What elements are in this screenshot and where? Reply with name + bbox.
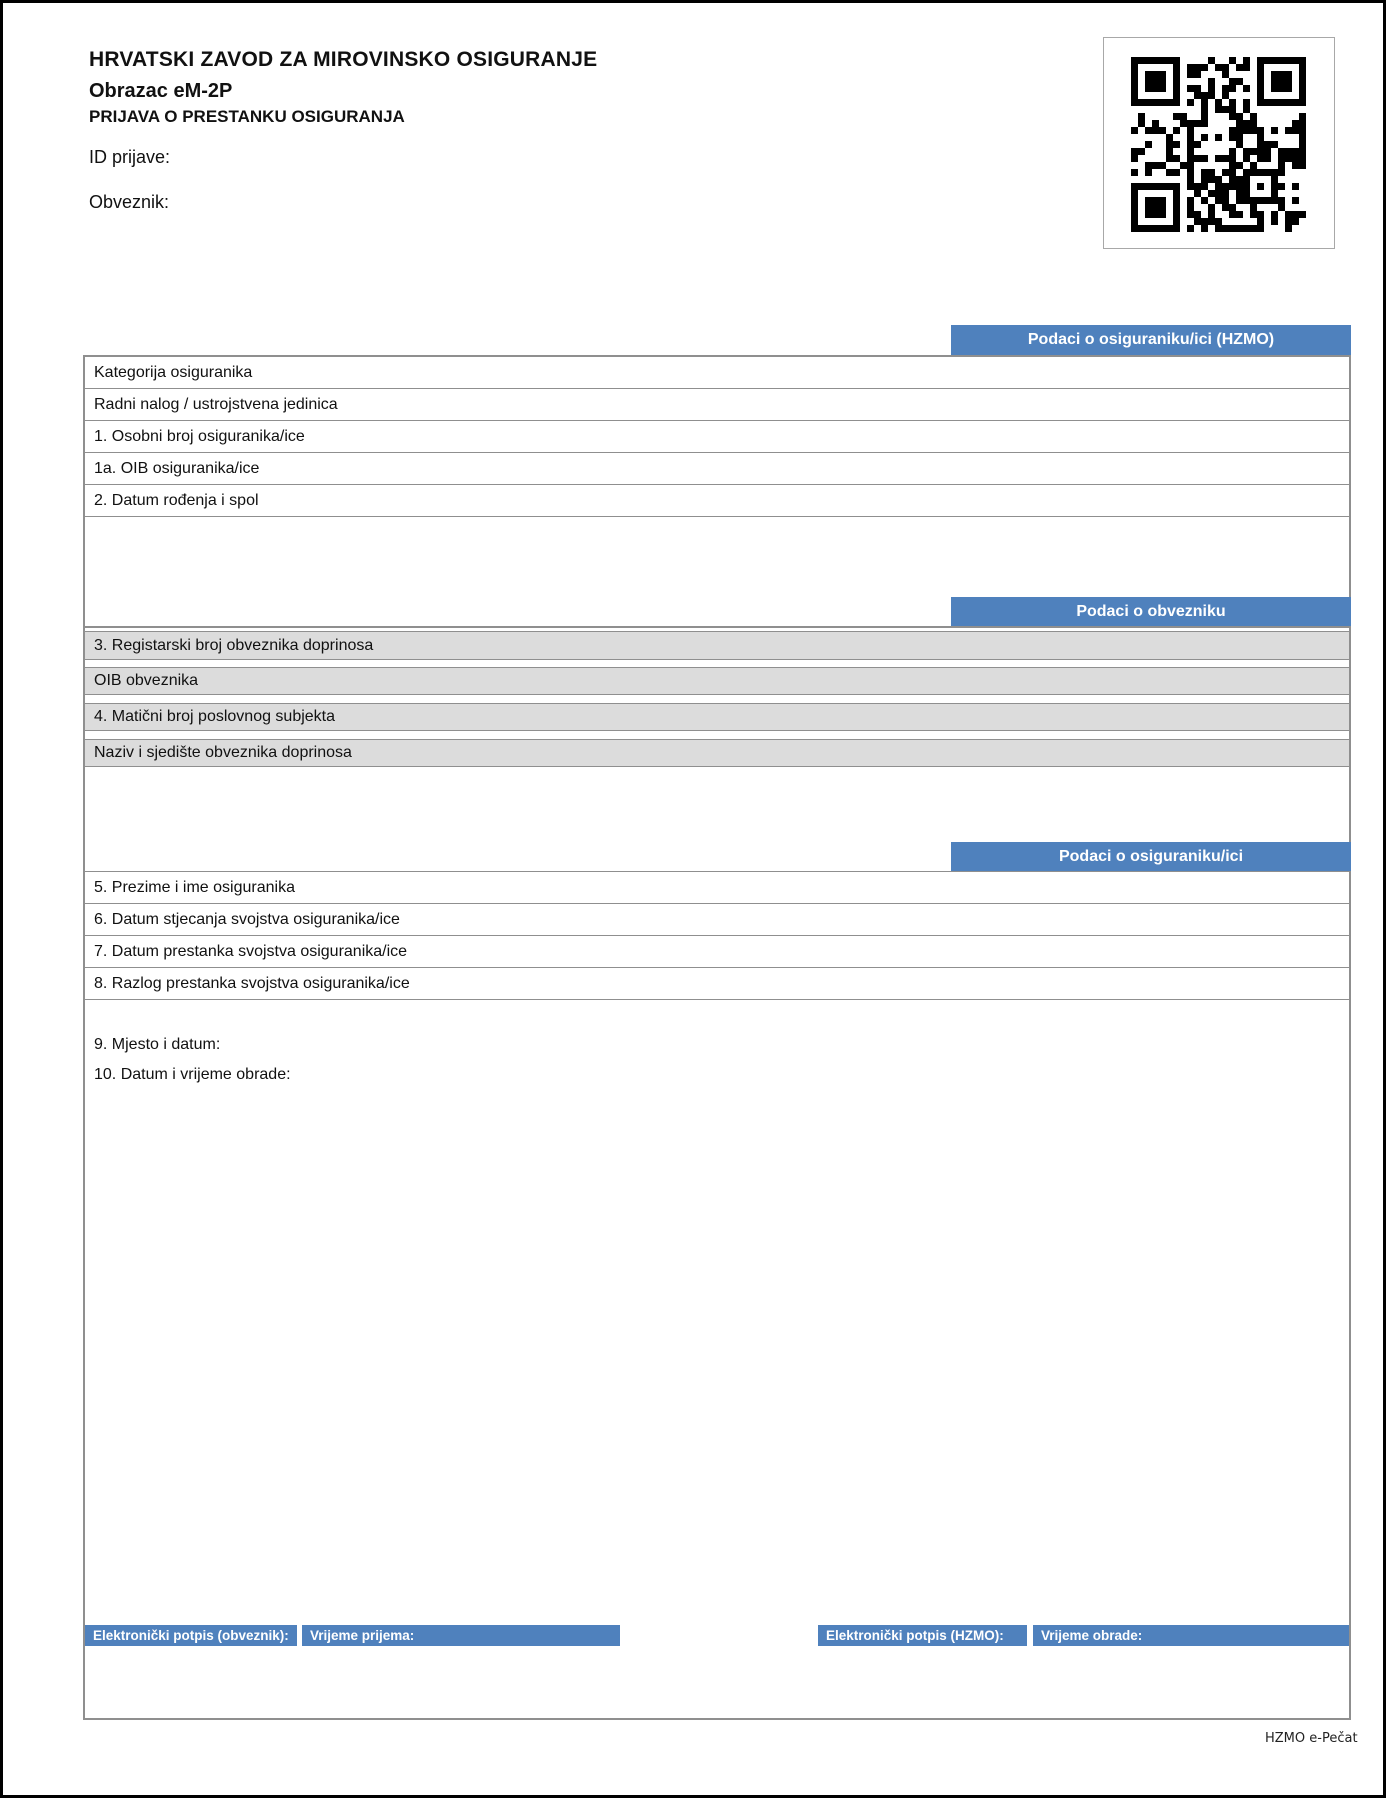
form-title: PRIJAVA O PRESTANKU OSIGURANJA [89,107,405,126]
table-row: 1. Osobni broj osiguranika/ice [85,421,1349,453]
table-row: 3. Registarski broj obveznika doprinosa [85,631,1349,660]
qr-code-box [1103,37,1335,249]
section-header-osiguranik: Podaci o osiguraniku/ici [951,842,1351,871]
table-row: 8. Razlog prestanka svojstva osiguranika/ice [85,968,1349,1000]
receive-time-label: Vrijeme prijema: [302,1625,620,1646]
qr-code [1131,57,1306,232]
section-header-hzmo: Podaci o osiguraniku/ici (HZMO) [951,325,1351,355]
table-row: 2. Datum rođenja i spol [85,485,1349,517]
section-header-obveznik: Podaci o obvezniku [951,597,1351,626]
electronic-signature-hzmo-label: Elektronički potpis (HZMO): [818,1625,1027,1646]
mjesto-i-datum-label: 9. Mjesto i datum: [94,1036,221,1053]
form-table [83,355,1351,1720]
table-row: Naziv i sjedište obveznika doprinosa [85,739,1349,767]
obveznik-label: Obveznik: [89,192,170,212]
form-code: Obrazac eM-2P [89,80,233,102]
process-time-label: Vrijeme obrade: [1033,1625,1349,1646]
table-row: Radni nalog / ustrojstvena jedinica [85,389,1349,421]
id-prijave-label: ID prijave: [89,147,171,167]
electronic-signature-obveznik-label: Elektronički potpis (obveznik): [85,1625,297,1646]
table-row: 7. Datum prestanka svojstva osiguranika/ice [85,936,1349,968]
divider [85,626,1349,628]
table-row: Kategorija osiguranika [85,357,1349,389]
table-row: 4. Matični broj poslovnog subjekta [85,703,1349,731]
table-row: 6. Datum stjecanja svojstva osiguranika/ice [85,904,1349,936]
datum-vrijeme-obrade-label: 10. Datum i vrijeme obrade: [94,1066,291,1083]
table-row: 5. Prezime i ime osiguranika [85,871,1349,904]
hzmo-epecat-label: HZMO e-Pečat [1265,1731,1358,1746]
table-row: 1a. OIB osiguranika/ice [85,453,1349,485]
org-name: HRVATSKI ZAVOD ZA MIROVINSKO OSIGURANJE [89,48,598,71]
table-row: OIB obveznika [85,667,1349,695]
